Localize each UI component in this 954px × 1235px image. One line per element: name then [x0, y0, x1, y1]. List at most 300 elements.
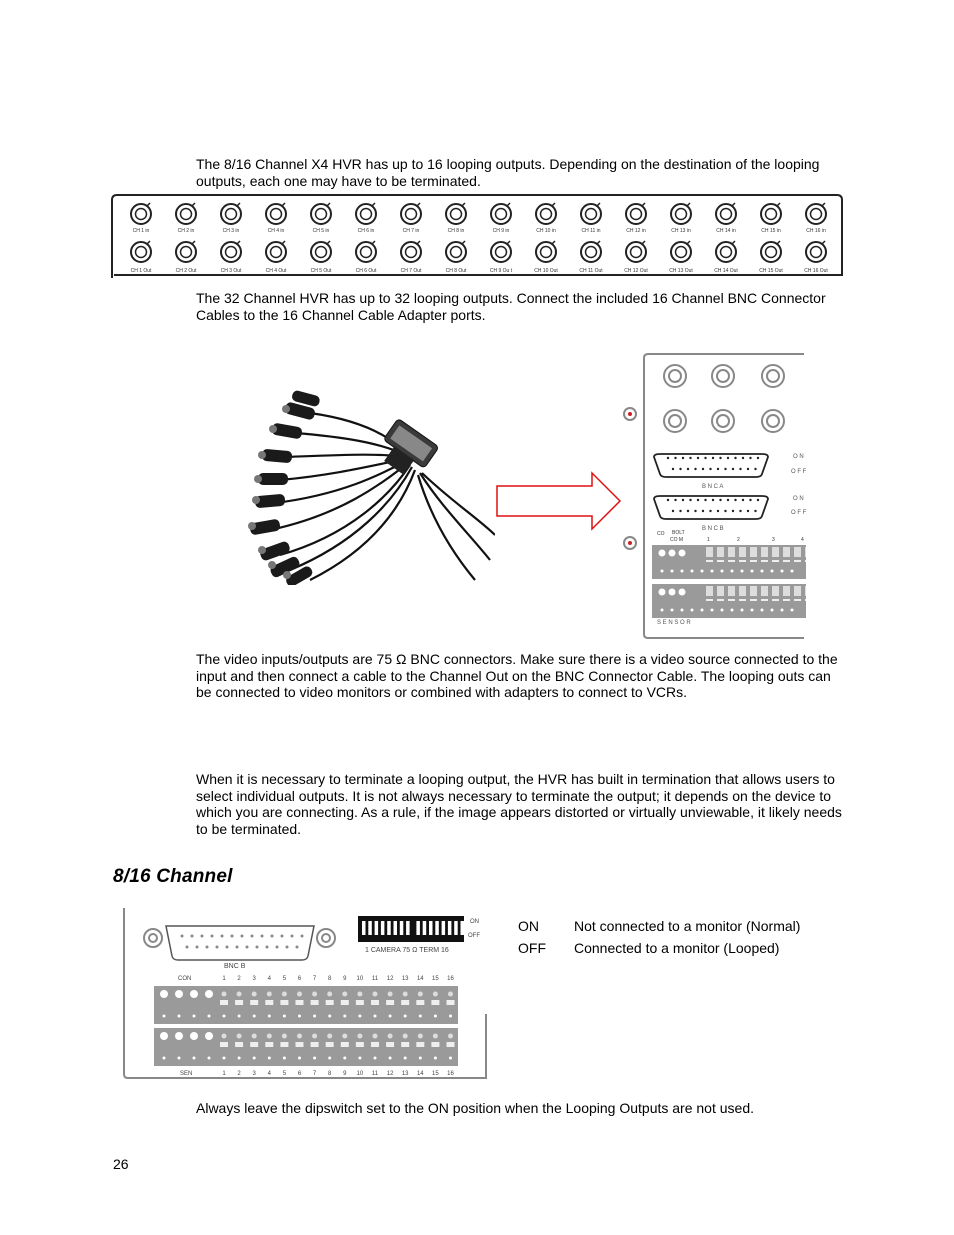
bnc-pin	[327, 241, 330, 244]
terminal-screw	[205, 1032, 213, 1040]
terminal-dot	[328, 1057, 331, 1060]
terminal-slot	[728, 586, 735, 596]
legend-on-value: Not connected to a monitor (Normal)	[574, 918, 801, 934]
page-number: 26	[113, 1156, 129, 1172]
bnc-pin	[642, 241, 645, 244]
bnc-in-label: CH 12 in	[626, 228, 646, 234]
terminal-bar	[772, 560, 779, 562]
terminal-slot	[761, 586, 768, 596]
channel-number-top: 9	[343, 976, 347, 982]
db25-pin	[749, 457, 751, 459]
terminal-screw	[222, 992, 227, 997]
db25-pin	[226, 946, 229, 949]
bnc-out-label: CH 16 Out	[804, 268, 828, 274]
bnc-b-label: B N C B	[702, 526, 724, 532]
bnc-pin	[507, 203, 510, 206]
dip-switch	[429, 921, 433, 935]
terminal-dot	[731, 609, 734, 612]
terminal-slot	[761, 547, 768, 557]
terminal-screw	[448, 1034, 453, 1039]
bnc-pin	[327, 203, 330, 206]
terminal-dot	[691, 609, 694, 612]
bnc-connectors-paragraph: The video inputs/outputs are 75 Ω BNC connectors. Make sure there is a video source connected to the input and then connect a cable to the Channel Out on the BNC Connector Cable. The looping outs can be connected to video monitors or combined with adapters to connect to VCRs.	[196, 651, 838, 700]
bnc-in-connector	[221, 204, 241, 224]
channel-number-bottom: 15	[432, 1071, 439, 1077]
db25-pin	[271, 935, 274, 938]
db25-pin	[682, 499, 684, 501]
terminal-screw	[175, 1032, 183, 1040]
terminal-slot	[739, 547, 746, 557]
bnc-in-label: CH 4 in	[267, 228, 285, 234]
db25-pin	[672, 468, 674, 470]
terminal-screw	[327, 992, 332, 997]
terminal-bar	[739, 599, 746, 601]
bnc-out-connector	[716, 242, 736, 262]
bnc-in-label: CH 13 in	[671, 228, 691, 234]
terminal-screw	[357, 1034, 362, 1039]
com-label: CO M	[670, 537, 684, 543]
terminal-dot	[434, 1015, 437, 1018]
channel-number-bottom: 12	[386, 1071, 394, 1077]
terminal-slot	[250, 1000, 258, 1005]
channel-number-bottom: 13	[401, 1071, 409, 1077]
terminal-dot	[298, 1015, 301, 1018]
terminal-slot	[717, 547, 724, 557]
bnc-in-connector	[446, 204, 466, 224]
terminal-slot	[750, 586, 757, 596]
bnc-out-label: CH 3 Out	[220, 268, 242, 274]
db25-pin	[704, 457, 706, 459]
bnc-pin	[597, 241, 600, 244]
terminal-bar	[761, 560, 768, 562]
db25-pin	[702, 510, 704, 512]
bnc-pin	[552, 203, 555, 206]
bnc-pin	[417, 203, 420, 206]
db25-pin	[682, 457, 684, 459]
terminal-dot	[374, 1057, 377, 1060]
db25-pin	[742, 457, 744, 459]
terminal-dot	[741, 609, 744, 612]
db25-pin	[689, 499, 691, 501]
terminal-dot	[781, 609, 784, 612]
db25-pin	[727, 499, 729, 501]
dip-off-label: OFF	[468, 933, 480, 939]
terminal-dot	[193, 1057, 196, 1060]
channel-number-top: 1	[222, 976, 226, 982]
bnc-out-connector	[131, 242, 151, 262]
bnc-in-connector	[356, 204, 376, 224]
terminal-slot	[794, 586, 801, 596]
channel-number-bottom: 3	[252, 1071, 256, 1077]
bnc-out-label: CH 10 Out	[534, 268, 558, 274]
terminal-bar	[783, 599, 790, 601]
bnc-pin	[192, 203, 195, 206]
terminal-dot	[701, 570, 704, 573]
terminal-screw	[252, 992, 257, 997]
bnc-in-connector	[266, 204, 286, 224]
terminal-dot	[419, 1015, 422, 1018]
terminal-dot	[681, 609, 684, 612]
terminal-slot	[783, 586, 790, 596]
db25-pin	[712, 499, 714, 501]
terminal-bar	[805, 599, 806, 601]
db25-pin	[709, 510, 711, 512]
terminal-slot	[341, 1000, 349, 1005]
terminal-bar	[706, 599, 713, 601]
switch-on-label-2: O N	[793, 496, 804, 502]
terminal-slot	[371, 1042, 379, 1047]
bnc-out-connector	[761, 242, 781, 262]
terminal-slot	[750, 547, 757, 557]
bnc-out-connector	[356, 242, 376, 262]
db25-pin	[667, 457, 669, 459]
db25-pin	[236, 946, 239, 949]
bnc-out-label: CH 1 Out	[130, 268, 152, 274]
terminal-screw	[388, 1034, 393, 1039]
terminal-screw	[160, 990, 168, 998]
terminal-screw	[388, 992, 393, 997]
terminal-dot	[389, 1015, 392, 1018]
db25-pin	[246, 946, 249, 949]
db25-pin	[674, 457, 676, 459]
terminal-dot	[681, 570, 684, 573]
db25-pin	[719, 457, 721, 459]
bnc-out-label: CH 8 Out	[445, 268, 467, 274]
db25-pin	[717, 510, 719, 512]
channel-number-top: 12	[386, 976, 394, 982]
con-label: CON	[178, 976, 192, 982]
terminal-dot	[771, 570, 774, 573]
channel-number-bottom: 2	[237, 1071, 241, 1077]
bnc-out-label: CH 4 Out	[265, 268, 287, 274]
terminal-slot	[386, 1042, 394, 1047]
terminal-screw	[267, 1034, 272, 1039]
bnc-out-label: CH 6 Out	[355, 268, 377, 274]
db25-pin	[754, 468, 756, 470]
terminal-screw	[342, 1034, 347, 1039]
db25-pin	[702, 468, 704, 470]
terminal-screw	[175, 990, 183, 998]
db25-pin	[186, 946, 189, 949]
db25-pin	[241, 935, 244, 938]
db25-pin	[256, 946, 259, 949]
db25-pin	[251, 935, 254, 938]
bnc-pin	[732, 203, 735, 206]
db25-pin	[727, 457, 729, 459]
terminal-screw	[357, 992, 362, 997]
bnc-out-label: CH 12 Out	[624, 268, 648, 274]
terminal-dot	[721, 570, 724, 573]
terminal-slot	[805, 547, 806, 557]
terminal-number-2: 2	[737, 537, 740, 543]
bnc-in-connector	[536, 204, 556, 224]
terminal-screw	[659, 550, 666, 557]
channel-number-top: 7	[312, 976, 317, 982]
db25-pin	[739, 510, 741, 512]
terminal-slot	[265, 1000, 273, 1005]
terminal-dot	[751, 609, 754, 612]
bnc-out-connector	[491, 242, 511, 262]
terminal-bar	[772, 599, 779, 601]
rear-panel-cable-adapter-diagram	[610, 350, 806, 642]
bnc-out-label: CH 13 Out	[669, 268, 693, 274]
terminal-bar	[717, 599, 724, 601]
channel-number-bottom: 8	[328, 1071, 332, 1077]
bnc-out-label: CH 5 Out	[310, 268, 332, 274]
dip-switch	[435, 921, 439, 935]
bnc-in-label: CH 14 in	[716, 228, 736, 234]
terminal-screw	[418, 992, 423, 997]
terminal-slot	[805, 586, 806, 596]
terminal-slot	[326, 1042, 334, 1047]
channel-number-bottom: 7	[312, 1071, 317, 1077]
terminal-screw	[222, 1034, 227, 1039]
dip-switch	[416, 921, 420, 935]
db25-pin	[181, 935, 184, 938]
bnc-in-connector	[671, 204, 691, 224]
terminal-screw	[327, 1034, 332, 1039]
terminal-slot	[296, 1000, 304, 1005]
terminal-slot	[717, 586, 724, 596]
dip-switch	[368, 921, 372, 935]
terminal-screw	[267, 992, 272, 997]
terminal-bar	[794, 560, 801, 562]
bnc-in-label: CH 5 in	[312, 228, 330, 234]
terminal-slot	[356, 1000, 364, 1005]
legend-off-value: Connected to a monitor (Looped)	[574, 940, 780, 956]
terminal-screw	[679, 550, 686, 557]
bnc-b-port-label: BNC B	[224, 963, 246, 970]
bnc-pin	[732, 241, 735, 244]
bnc-out-label: CH 7 Out	[400, 268, 422, 274]
terminal-slot	[311, 1042, 319, 1047]
terminal-screw	[252, 1034, 257, 1039]
terminal-screw	[669, 550, 676, 557]
bnc-pin	[147, 203, 150, 206]
db25-pin	[291, 935, 294, 938]
terminal-slot	[401, 1000, 409, 1005]
bnc-pin	[687, 241, 690, 244]
terminal-dot	[761, 570, 764, 573]
db25-pin	[742, 499, 744, 501]
bnc-out-connector	[221, 242, 241, 262]
db25-pin	[687, 468, 689, 470]
terminal-screw	[312, 992, 317, 997]
terminal-slot	[235, 1000, 243, 1005]
db25-pin	[672, 510, 674, 512]
bnc-pin	[777, 203, 780, 206]
bnc-a-label: B N C A	[702, 484, 724, 490]
channel-number-bottom: 6	[297, 1071, 302, 1077]
termination-dipswitch-panel-diagram	[120, 902, 490, 1082]
bnc-in-label: CH 11 in	[581, 228, 601, 234]
legend-off-key: OFF	[518, 940, 546, 956]
db25-pin	[694, 510, 696, 512]
bolt-label: BOLT	[672, 530, 685, 536]
terminal-screw	[160, 1032, 168, 1040]
terminal-dot	[791, 609, 794, 612]
terminal-slot	[220, 1042, 228, 1047]
terminal-slot	[220, 1000, 228, 1005]
section-heading: 8/16 Channel	[113, 866, 233, 887]
db25-pin	[694, 468, 696, 470]
terminal-screw	[282, 1034, 287, 1039]
terminal-bar	[805, 560, 806, 562]
db25-pin	[734, 499, 736, 501]
connect-arrow	[494, 470, 624, 532]
terminal-number-4: 4	[801, 537, 804, 543]
terminal-bar	[783, 560, 790, 562]
terminal-bar	[728, 560, 735, 562]
terminal-slot	[706, 586, 713, 596]
terminal-dot	[223, 1057, 226, 1060]
terminal-slot	[772, 586, 779, 596]
terminal-dot	[193, 1015, 196, 1018]
sen-label: SEN	[180, 1071, 193, 1077]
db25-pin	[757, 457, 759, 459]
terminal-dot	[449, 1057, 452, 1060]
channel-number-bottom: 9	[343, 1071, 347, 1077]
bnc-out-connector	[176, 242, 196, 262]
db25-pin	[687, 510, 689, 512]
channel-number-bottom: 14	[416, 1071, 424, 1077]
terminal-dot	[404, 1057, 407, 1060]
dip-switch	[394, 921, 398, 935]
channel-number-top: 11	[371, 976, 379, 982]
terminal-dot	[268, 1015, 271, 1018]
db25-pin	[717, 468, 719, 470]
bnc-in-label: CH 3 in	[222, 228, 240, 234]
terminal-number-3: 3	[772, 537, 775, 543]
db25-pin	[221, 935, 224, 938]
bnc-out-label: CH 2 Out	[175, 268, 197, 274]
bnc-pin	[822, 241, 825, 244]
terminal-slot	[371, 1000, 379, 1005]
db25-pin	[747, 468, 749, 470]
bnc-out-label: CH 9 Ou t	[489, 268, 513, 274]
db25-pin	[732, 468, 734, 470]
channel-number-top: 6	[297, 976, 302, 982]
bnc-out-label: CH 11 Out	[579, 268, 603, 274]
co-label: CO	[657, 531, 665, 537]
terminal-bar	[794, 599, 801, 601]
dip-on-label: ON	[470, 919, 479, 925]
db25-pin	[216, 946, 219, 949]
db25-pin	[301, 935, 304, 938]
db25-pin	[201, 935, 204, 938]
bnc-pin	[597, 203, 600, 206]
dip-switch	[387, 921, 391, 935]
db25-pin	[719, 499, 721, 501]
terminal-dot	[208, 1015, 211, 1018]
channel-number-bottom: 5	[282, 1071, 287, 1077]
db25-pin	[734, 457, 736, 459]
db25-pin	[754, 510, 756, 512]
bnc-in-label: CH 2 in	[177, 228, 195, 234]
terminal-screw	[679, 589, 686, 596]
intro-paragraph: The 8/16 Channel X4 HVR has up to 16 looping outputs. Depending on the destination of the looping outputs, each one may have to be terminated.	[196, 156, 820, 189]
terminal-dot	[313, 1057, 316, 1060]
bnc-in-label: CH 9 in	[492, 228, 510, 234]
bnc-in-connector	[581, 204, 601, 224]
terminal-dot	[238, 1015, 241, 1018]
db25-pin	[261, 935, 264, 938]
db25-pin	[704, 499, 706, 501]
terminal-slot	[296, 1042, 304, 1047]
db25-pin	[739, 468, 741, 470]
db25-pin	[712, 457, 714, 459]
bnc-pin	[462, 203, 465, 206]
db25-pin	[689, 457, 691, 459]
bnc-out-connector	[536, 242, 556, 262]
terminal-dot	[374, 1015, 377, 1018]
terminal-screw	[669, 589, 676, 596]
bnc-pin	[462, 241, 465, 244]
bnc-in-connector	[716, 204, 736, 224]
channel-number-top: 5	[282, 976, 287, 982]
terminal-dot	[253, 1015, 256, 1018]
db25-pin	[697, 457, 699, 459]
terminal-bar	[706, 560, 713, 562]
terminal-bar	[750, 560, 757, 562]
terminal-dot	[731, 570, 734, 573]
terminal-screw	[190, 1032, 198, 1040]
dip-switch	[454, 921, 458, 935]
bnc-out-connector	[311, 242, 331, 262]
terminal-slot	[447, 1000, 455, 1005]
terminal-dot	[711, 570, 714, 573]
channel-number-top: 10	[356, 976, 364, 982]
terminal-dot	[449, 1015, 452, 1018]
bnc-in-label: CH 1 in	[132, 228, 150, 234]
terminal-dot	[253, 1057, 256, 1060]
db25-pin	[732, 510, 734, 512]
terminal-slot	[280, 1042, 288, 1047]
terminal-screw	[297, 992, 302, 997]
bnc-pin	[237, 203, 240, 206]
terminal-dot	[313, 1015, 316, 1018]
terminal-dot	[389, 1057, 392, 1060]
channel-number-bottom: 11	[371, 1071, 379, 1077]
terminal-dot	[358, 1057, 361, 1060]
channel-number-bottom: 4	[267, 1071, 271, 1077]
terminal-screw	[237, 992, 242, 997]
terminal-screw	[433, 1034, 438, 1039]
bnc-pin	[552, 241, 555, 244]
bnc-in-label: CH 8 in	[447, 228, 465, 234]
terminal-dot	[163, 1015, 166, 1018]
bnc-out-label: CH 15 Out	[759, 268, 783, 274]
channel-number-top: 16	[447, 976, 454, 982]
terminal-screw	[373, 992, 378, 997]
terminal-slot	[416, 1000, 424, 1005]
terminal-slot	[772, 547, 779, 557]
channel-number-bottom: 10	[356, 1071, 364, 1077]
terminal-dot	[671, 609, 674, 612]
camera-term-label: 1 CAMERA 75 Ω TERM 16	[365, 947, 449, 954]
switch-on-label: O N	[793, 454, 804, 460]
terminal-dot	[343, 1015, 346, 1018]
bnc-pin	[642, 203, 645, 206]
bnc-connector-panel-diagram	[108, 192, 846, 280]
bnc-pin	[282, 203, 285, 206]
db25-pin	[211, 935, 214, 938]
dip-switch	[375, 921, 379, 935]
terminal-screw	[433, 992, 438, 997]
terminal-dot	[661, 570, 664, 573]
terminal-slot	[401, 1042, 409, 1047]
terminal-dot	[771, 609, 774, 612]
